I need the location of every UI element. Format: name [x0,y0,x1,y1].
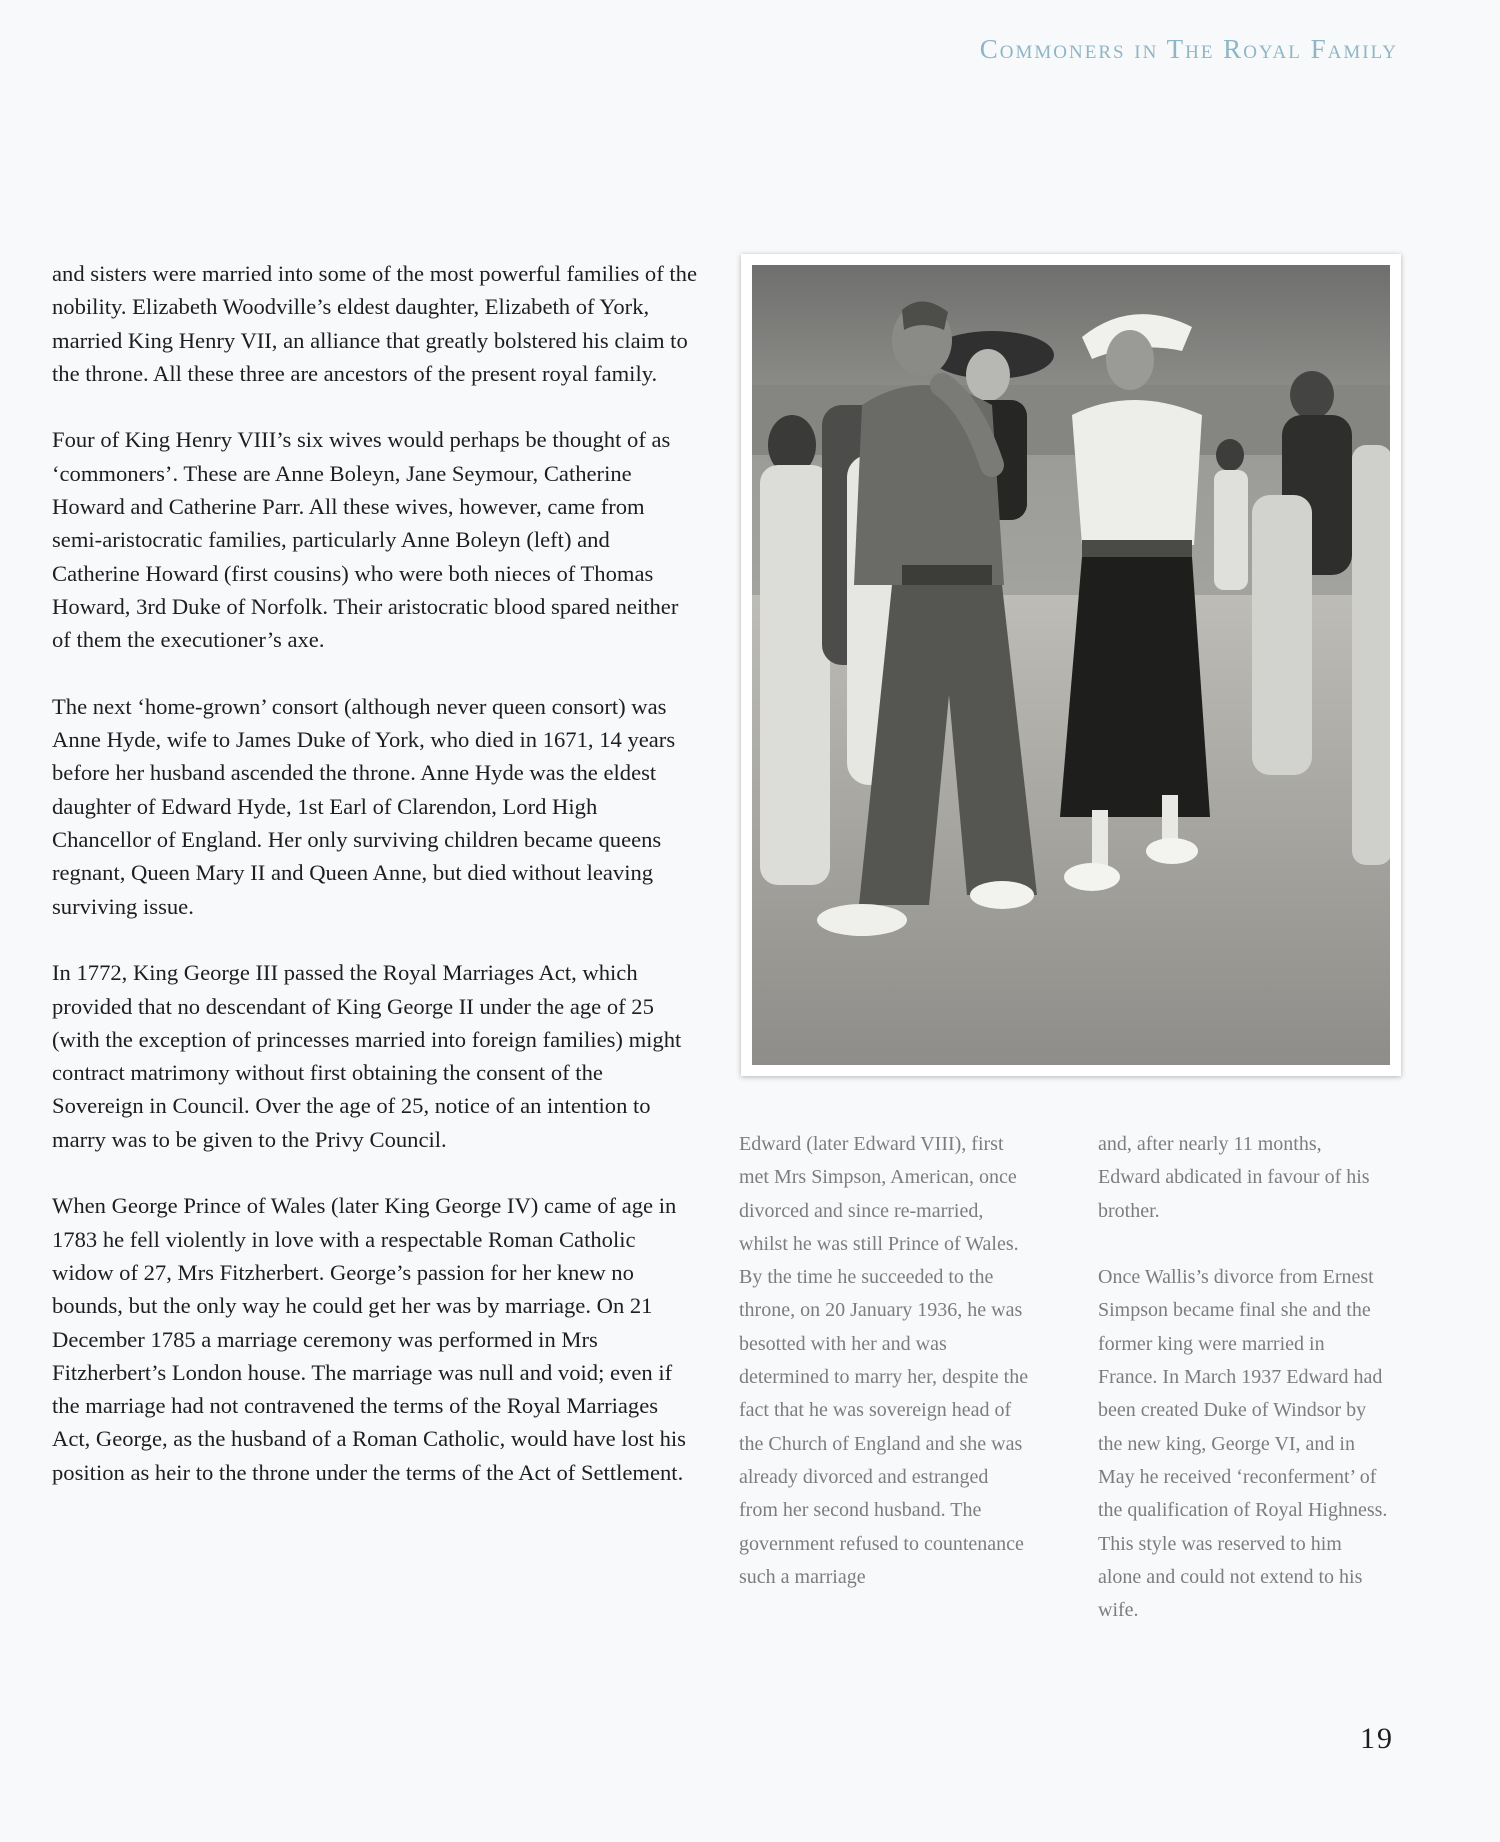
caption-right-column [1098,1128,1388,1627]
page-number: 19 [1360,1722,1394,1755]
body-paragraph-2: Four of King Henry VIII’s six wives would perhaps be thought of as ‘commoners’. These are Anne Boleyn, Jane Seymour, Catherine Howard and Catherine Parr. All these wives, however, came from semi-aristocratic families, particularly Anne Boleyn (left) and Catherine Howard (first cousins) who were both nieces of Thomas Howard, 3rd Duke of Norfolk. Their aristocratic blood spared neither of them the executioner’s axe. [52,427,679,653]
main-text-column [52,257,697,1489]
body-paragraph-1: and sisters were married into some of the most powerful families of the nobility. Elizabeth Woodville’s eldest daughter, Elizabeth of York, married King Henry VII, an alliance that greatly bolstered his claim to the throne. All these three are ancestors of the present royal family. [52,261,698,386]
body-paragraph-3: The next ‘home-grown’ consort (although never queen consort) was Anne Hyde, wife to James Duke of York, who died in 1671, 14 years before her husband ascended the throne. Anne Hyde was the eldest daughter of Edward Hyde, 1st Earl of Clarendon, Lord High Chancellor of England. Her only surviving children became queens regnant, Queen Mary II and Queen Anne, but died without leaving surviving issue. [52,693,676,919]
running-head: Commoners in The Royal Family [979,34,1398,64]
caption-left-column [739,1128,1029,1594]
photograph-icon [752,265,1390,1065]
caption-paragraph: Once Wallis’s divorce from Ernest Simpson became final she and the former king were married in France. In March 1937 Edward had been created Duke of Windsor by the new king, George VI, and in May he received ‘reconferment’ of the qualification of Royal Highness. This style was reserved to him alone and could not extend to his wife. [1098,1266,1388,1622]
photo-frame [741,254,1401,1076]
caption-paragraph: Edward (later Edward VIII), first met Mrs Simpson, American, once divorced and since re-married, whilst he was still Prince of Wales. By the time he succeeded to the throne, on 20 January 1936, he was besotted with her and was determined to marry her, despite the fact that he was sovereign head of the Church of England and she was already divorced and estranged from her second husband. The government refused to countenance such a marriage [739,1133,1029,1588]
body-paragraph-5: When George Prince of Wales (later King George IV) came of age in 1783 he fell violently in love with a respectable Roman Catholic widow of 27, Mrs Fitzherbert. George’s passion for her knew no bounds, but the only way he could get her was by marriage. On 21 December 1785 a marriage ceremony was performed in Mrs Fitzherbert’s London house. The marriage was null and void; even if the marriage had not contravened the terms of the Royal Marriages Act, George, as the husband of a Roman Catholic, would have lost his position as heir to the throne under the terms of the Act of Settlement. [52,1193,686,1485]
caption-paragraph: and, after nearly 11 months, Edward abdicated in favour of his brother. [1098,1133,1370,1222]
body-paragraph-4: In 1772, King George III passed the Royal Marriages Act, which provided that no descendant of King George II under the age of 25 (with the exception of princesses married into foreign families) might contract matrimony without first obtaining the consent of the Sovereign in Council. Over the age of 25, notice of an intention to marry was to be given to the Privy Council. [52,960,682,1152]
